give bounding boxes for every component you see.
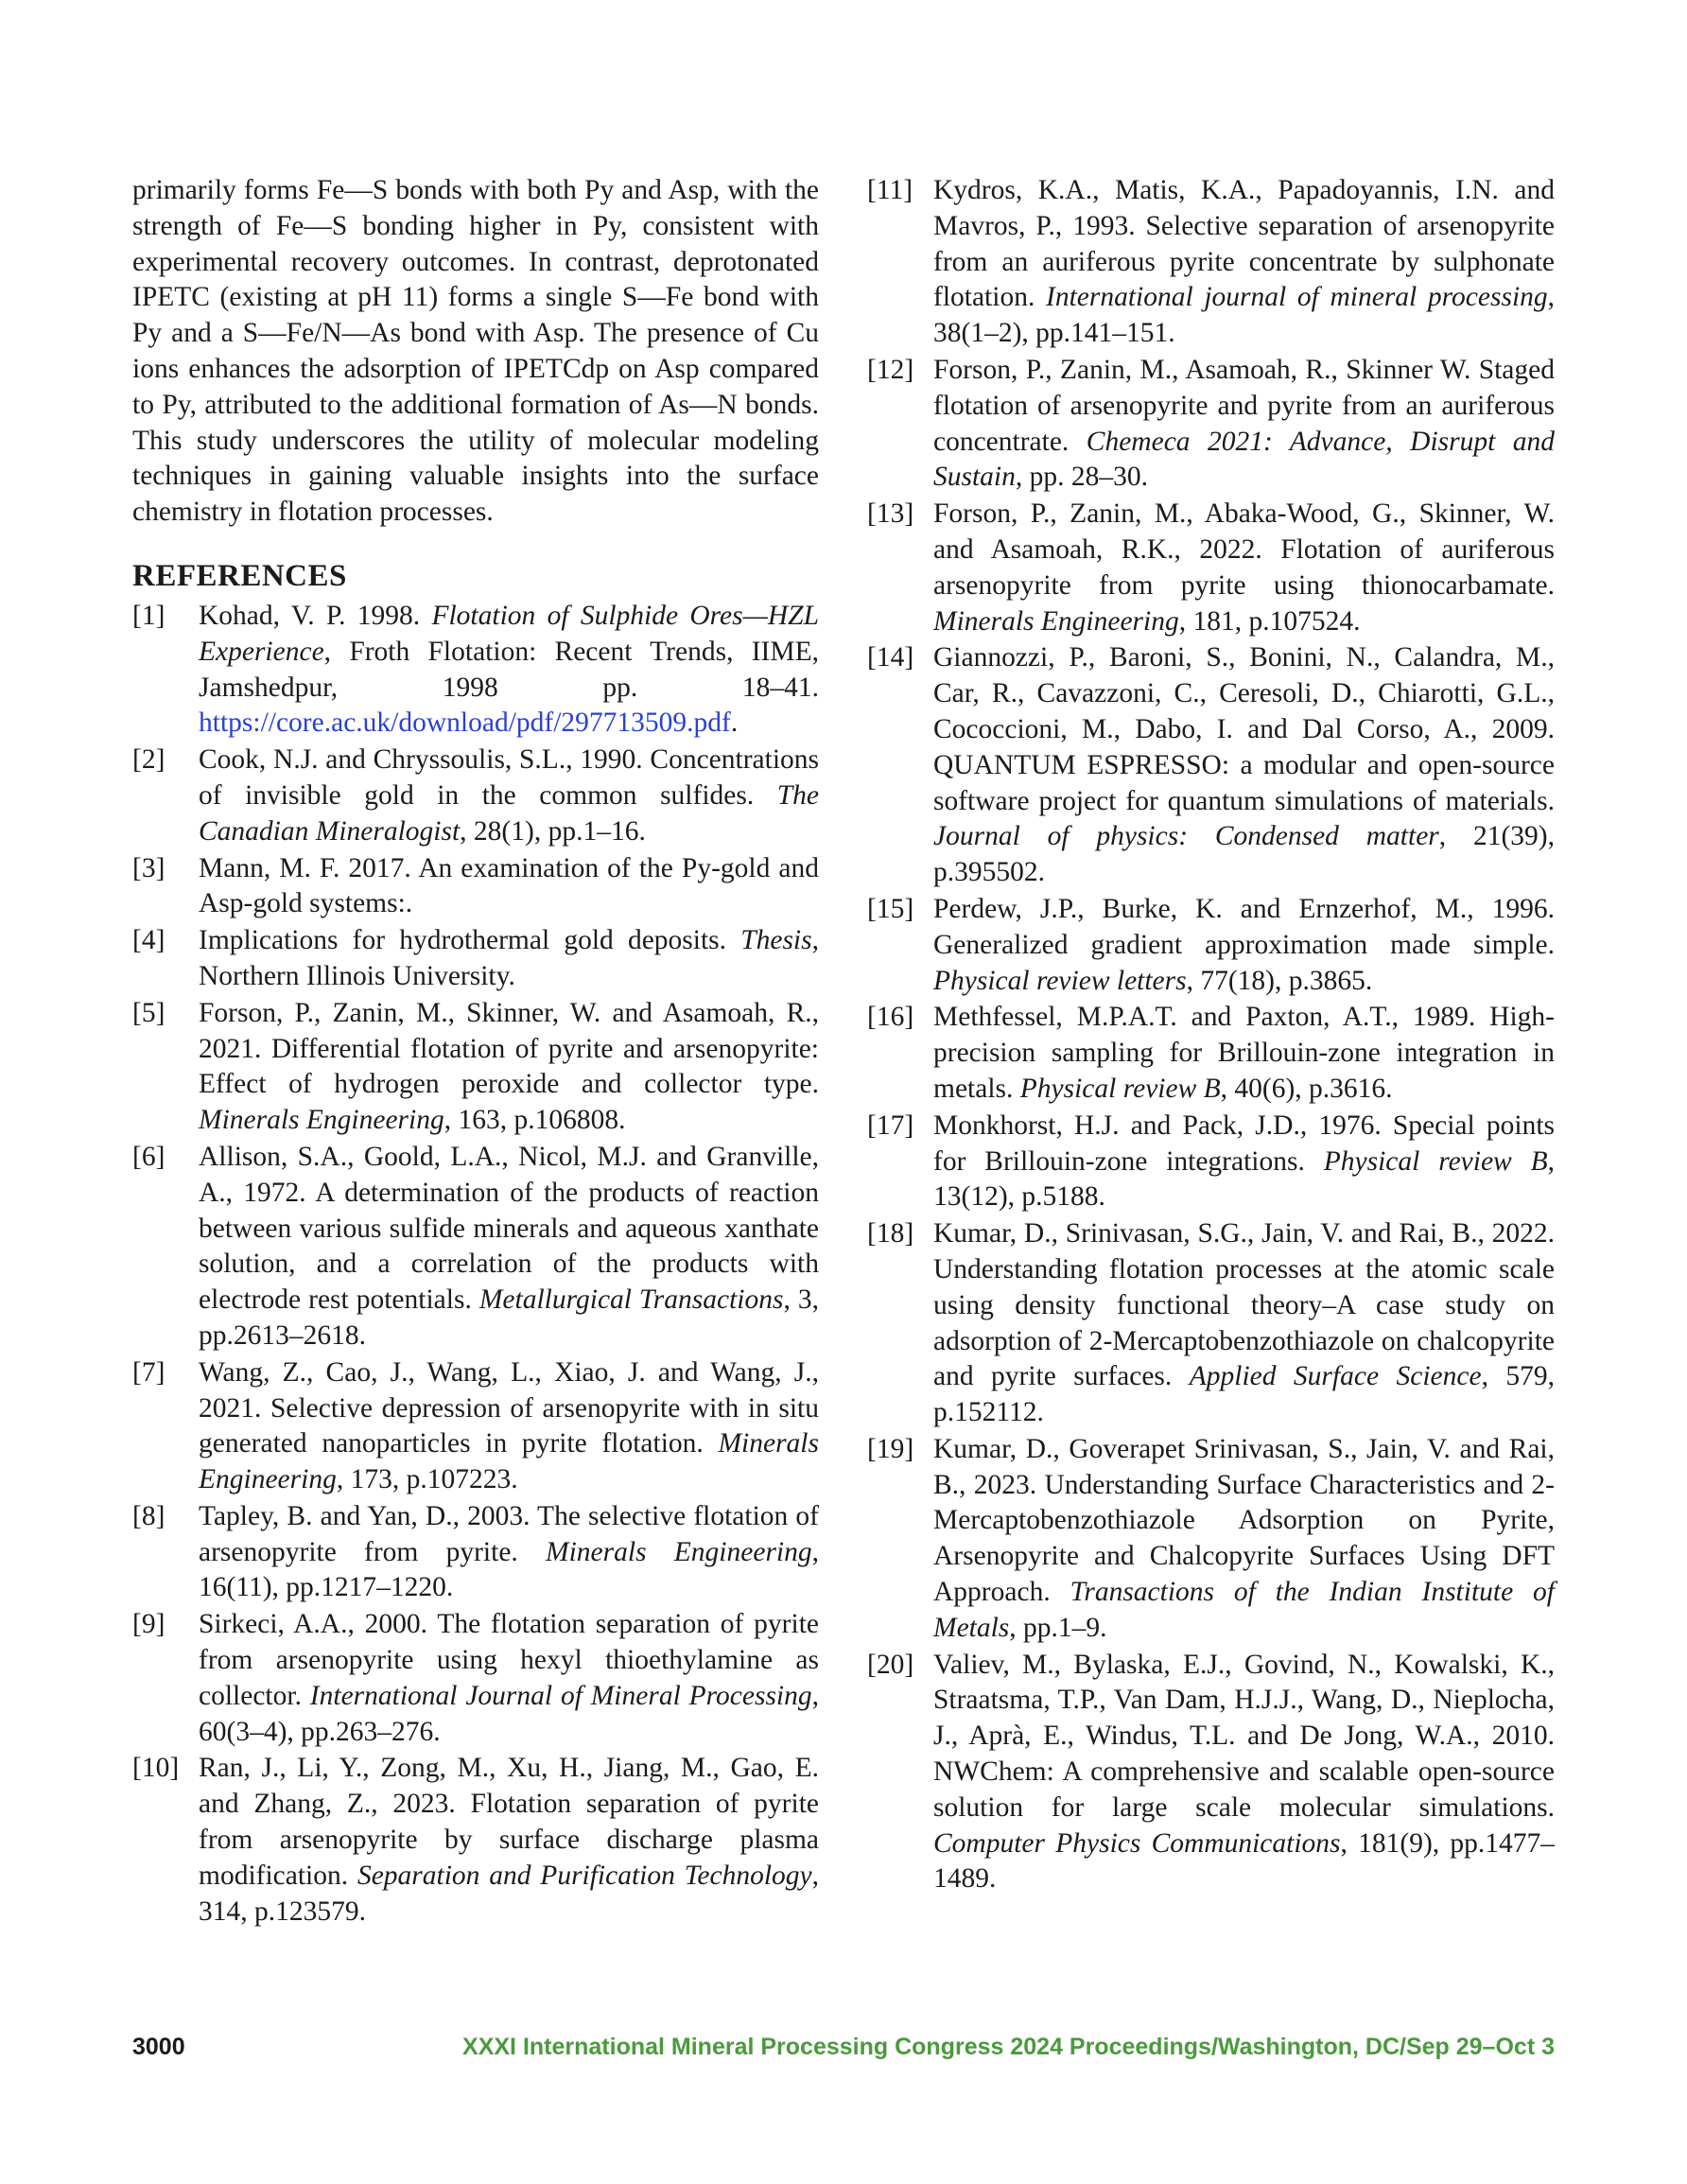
reference-details: , Froth Flotation: Recent Trends, IIME, Jamshedpur, 1998 pp. 18–41. (199, 636, 819, 703)
reference-details: , 40(6), p.3616. (1220, 1073, 1393, 1104)
reference-number: [12] (867, 354, 914, 385)
reference-authors-title: Wang, Z., Cao, J., Wang, L., Xiao, J. and Wang, J., 2021. Selective depression of arsenopyrite with in situ generated nanoparticles in pyrite flotation. (199, 1356, 819, 1459)
reference-source: International Journal of Mineral Processing (309, 1680, 812, 1711)
reference-authors-title: Tapley, B. and Yan, D., 2003. The selective flotation of arsenopyrite from pyrite. (199, 1500, 819, 1567)
reference-source: Minerals Engineering (933, 605, 1179, 637)
page-footer (132, 2034, 1555, 2071)
reference-text (933, 1000, 1555, 1107)
reference-item (132, 1499, 819, 1606)
reference-source: Flotation of Sulphide Ores—HZL Experience (199, 600, 819, 667)
reference-item (132, 1355, 819, 1498)
reference-item (867, 1648, 1555, 1898)
reference-text (199, 599, 819, 742)
reference-source: Physical review B (1323, 1145, 1548, 1177)
reference-number: [5] (132, 997, 165, 1028)
reference-details: , Northern Illinois University. (199, 925, 819, 991)
reference-authors-title: Kumar, D., Srinivasan, S.G., Jain, V. and Rai, B., 2022. Understanding flotation processes at the atomic scale using density functional theory–A case study on adsorption of 2-Mercaptobenzothiazole on chalcopyrite and pyrite surfaces. (933, 1218, 1555, 1392)
reference-item (132, 923, 819, 995)
reference-number: [14] (867, 642, 914, 673)
reference-text (933, 497, 1555, 639)
reference-source: Minerals Engineering (199, 1105, 444, 1136)
reference-details: , 60(3–4), pp.263–276. (199, 1680, 819, 1747)
reference-authors-title: Valiev, M., Bylaska, E.J., Govind, N., Kowalski, K., Straatsma, T.P., Van Dam, H.J.J., Wang, D., Nieplocha, J., Aprà, E., Windus, T.L. and De Jong, W.A., 2010. NWChem: A comprehensive and scalable open-source solution for large scale molecular simulations. (933, 1649, 1555, 1823)
reference-link[interactable]: https://core.ac.uk/download/pdf/297713509.pdf (199, 708, 731, 739)
reference-authors-title: Giannozzi, P., Baroni, S., Bonini, N., Calandra, M., Car, R., Cavazzoni, C., Ceresoli, D., Chiarotti, G.L., Cococcioni, M., Dabo, I. and Dal Corso, A., 2009. QUANTUM ESPRESSO: a modular and open-source software project for quantum simulations of materials. (933, 642, 1555, 816)
reference-authors-title: Allison, S.A., Goold, L.A., Nicol, M.J. and Granville, A., 1972. A determination of the products of reaction between various sulfide minerals and aqueous xanthate solution, and a correlation of the products with electrode rest potentials. (199, 1141, 819, 1316)
reference-item (132, 996, 819, 1139)
page-number: 3000 (132, 2034, 185, 2060)
reference-source: Chemeca 2021: Advance, Disrupt and Sustain (933, 426, 1556, 493)
reference-source: Applied Surface Science (1189, 1361, 1482, 1392)
reference-item (867, 1216, 1555, 1431)
reference-text (199, 1607, 819, 1750)
reference-authors-title: Monkhorst, H.J. and Pack, J.D., 1976. Special points for Brillouin-zone integrations. (933, 1109, 1555, 1177)
reference-text (199, 851, 819, 923)
reference-list-left (132, 599, 819, 1930)
reference-details: , 181, p.107524. (1178, 605, 1361, 637)
reference-item (132, 1140, 819, 1354)
reference-number: [17] (867, 1109, 914, 1141)
reference-details: , 314, p.123579. (199, 1860, 819, 1927)
reference-item (132, 1607, 819, 1750)
reference-number: [13] (867, 498, 914, 530)
reference-details: , 3, pp.2613–2618. (199, 1284, 820, 1351)
reference-text (933, 1216, 1555, 1431)
reference-item (867, 173, 1555, 352)
reference-source: Metallurgical Transactions (478, 1284, 784, 1316)
reference-text (199, 1751, 819, 1930)
reference-number: [19] (867, 1433, 914, 1464)
reference-number: [20] (867, 1649, 914, 1680)
reference-number: [10] (132, 1753, 180, 1784)
reference-authors-title: Implications for hydrothermal gold deposits. (199, 925, 741, 956)
reference-source: Thesis (740, 925, 812, 956)
reference-source: Transactions of the Indian Institute of Metals (933, 1577, 1555, 1643)
reference-number: [18] (867, 1218, 914, 1249)
reference-source: Physical review letters (933, 965, 1187, 996)
reference-details: , 16(11), pp.1217–1220. (199, 1536, 819, 1603)
reference-details: , 13(12), p.5188. (933, 1145, 1556, 1213)
reference-item (867, 640, 1555, 891)
reference-details: , 579, p.152112. (933, 1361, 1555, 1428)
reference-text (199, 923, 819, 995)
reference-authors-title: Methfessel, M.P.A.T. and Paxton, A.T., 1989. High-precision sampling for Brillouin-zone integration in metals. (933, 1002, 1555, 1104)
reference-item (132, 851, 819, 923)
reference-details: , 163, p.106808. (443, 1105, 626, 1136)
reference-item (132, 743, 819, 849)
reference-source: Minerals Engineering (546, 1536, 812, 1567)
reference-authors-title: Kydros, K.A., Matis, K.A., Papadoyannis, I.N. and Mavros, P., 1993. Selective separation of arsenopyrite from an auriferous pyrite concentrate by sulphonate flotation. (933, 175, 1555, 313)
reference-source: Minerals Engineering (199, 1428, 819, 1495)
reference-number: [2] (132, 744, 165, 776)
reference-number: [15] (867, 893, 914, 924)
reference-text (933, 1648, 1555, 1898)
reference-item (867, 892, 1555, 999)
reference-source: Physical review B (1019, 1073, 1221, 1104)
reference-authors-title: Ran, J., Li, Y., Zong, M., Xu, H., Jiang, M., Gao, E. and Zhang, Z., 2023. Flotation separation of pyrite from arsenopyrite by surface discharge plasma modification. (199, 1753, 819, 1891)
reference-number: [7] (132, 1356, 165, 1388)
reference-text (933, 1109, 1555, 1215)
reference-authors-title: Cook, N.J. and Chryssoulis, S.L., 1990. Concentrations of invisible gold in the common sulfides. (199, 744, 819, 811)
reference-item (132, 599, 819, 742)
reference-number: [9] (132, 1609, 165, 1640)
reference-source: Computer Physics Communications (933, 1827, 1341, 1859)
reference-item (867, 353, 1555, 496)
reference-details: , 77(18), p.3865. (1186, 965, 1373, 996)
reference-source: Separation and Purification Technology (357, 1860, 812, 1891)
reference-item (867, 1000, 1555, 1107)
reference-list-right (867, 173, 1555, 1897)
reference-text (933, 892, 1555, 999)
reference-text (933, 1432, 1555, 1647)
reference-authors-title: Forson, P., Zanin, M., Abaka-Wood, G., Skinner, W. and Asamoah, R.K., 2022. Flotation of auriferous arsenopyrite from pyrite using thionocarbamate. (933, 498, 1555, 601)
right-column (867, 173, 1555, 1898)
reference-authors-title: Perdew, J.P., Burke, K. and Ernzerhof, M., 1996. Generalized gradient approximation made simple. (933, 893, 1555, 960)
reference-number: [11] (867, 175, 913, 205)
reference-item (867, 1432, 1555, 1647)
reference-text (199, 996, 819, 1139)
reference-text (933, 640, 1555, 891)
reference-text (933, 173, 1555, 352)
reference-authors-title: Sirkeci, A.A., 2000. The flotation separation of pyrite from arsenopyrite using hexyl thioethylamine as collector. (199, 1609, 819, 1711)
reference-details: , 173, p.107223. (336, 1464, 518, 1495)
reference-details: , 28(1), pp.1–16. (460, 815, 646, 847)
left-column (132, 173, 819, 1931)
references-heading: REFERENCES (132, 558, 347, 593)
reference-authors-title: Mann, M. F. 2017. An examination of the Py-gold and Asp-gold systems:. (199, 852, 819, 919)
reference-authors-title: Forson, P., Zanin, M., Skinner, W. and Asamoah, R., 2021. Differential flotation of pyrite and arsenopyrite: Effect of hydrogen peroxide and collector type. (199, 997, 819, 1100)
reference-source: International journal of mineral processing (1046, 282, 1548, 313)
reference-text (199, 743, 819, 849)
reference-source: Journal of physics: Condensed matter (933, 821, 1439, 852)
reference-details: , 21(39), p.395502. (933, 821, 1555, 888)
reference-text (933, 353, 1555, 496)
reference-details: , 181(9), pp.1477–1489. (933, 1827, 1555, 1895)
reference-text (199, 1140, 819, 1354)
running-title: XXXI International Mineral Processing Congress 2024 Proceedings/Washington, DC/Sep 29–Oct 3 (462, 2034, 1555, 2060)
reference-text (199, 1355, 819, 1498)
reference-tail: . (730, 708, 739, 739)
body-paragraph: primarily forms Fe—S bonds with both Py and Asp, with the strength of Fe—S bonding higher in Py, consistent with experimental recovery outcomes. In contrast, deprotonated IPETC (existing at pH 11) forms a single S—Fe bond with Py and a S—Fe/N—As bond with Asp. The presence of Cu ions enhances the adsorption of IPETCdp on Asp compared to Py, attributed to the additional formation of As—N bonds. This study underscores the utility of molecular modeling techniques in gaining valuable insights into the surface chemistry in flotation processes. (132, 175, 819, 528)
reference-item (867, 1109, 1555, 1215)
reference-authors-title: Kohad, V. P. 1998. (199, 600, 432, 631)
reference-text (199, 1499, 819, 1606)
reference-number: [6] (132, 1141, 165, 1172)
reference-details: , 38(1–2), pp.141–151. (933, 282, 1556, 349)
reference-item (867, 497, 1555, 639)
reference-number: [16] (867, 1002, 914, 1033)
reference-authors-title: Forson, P., Zanin, M., Asamoah, R., Skinner W. Staged flotation of arsenopyrite and pyrite from an auriferous concentrate. (933, 354, 1555, 457)
reference-number: [4] (132, 925, 165, 956)
reference-details: , pp.1–9. (1009, 1612, 1107, 1643)
reference-authors-title: Kumar, D., Goverapet Srinivasan, S., Jain, V. and Rai, B., 2023. Understanding Surface Characteristics and 2-Mercaptobenzothiazole Adsorption on Pyrite, Arsenopyrite and Chalcopyrite Surfaces Using DFT Approach. (933, 1433, 1555, 1608)
reference-number: [8] (132, 1500, 165, 1531)
reference-item (132, 1751, 819, 1930)
reference-source: The Canadian Mineralogist (199, 779, 819, 847)
reference-number: [1] (132, 600, 165, 631)
reference-number: [3] (132, 852, 165, 883)
reference-details: , pp. 28–30. (1015, 462, 1148, 493)
